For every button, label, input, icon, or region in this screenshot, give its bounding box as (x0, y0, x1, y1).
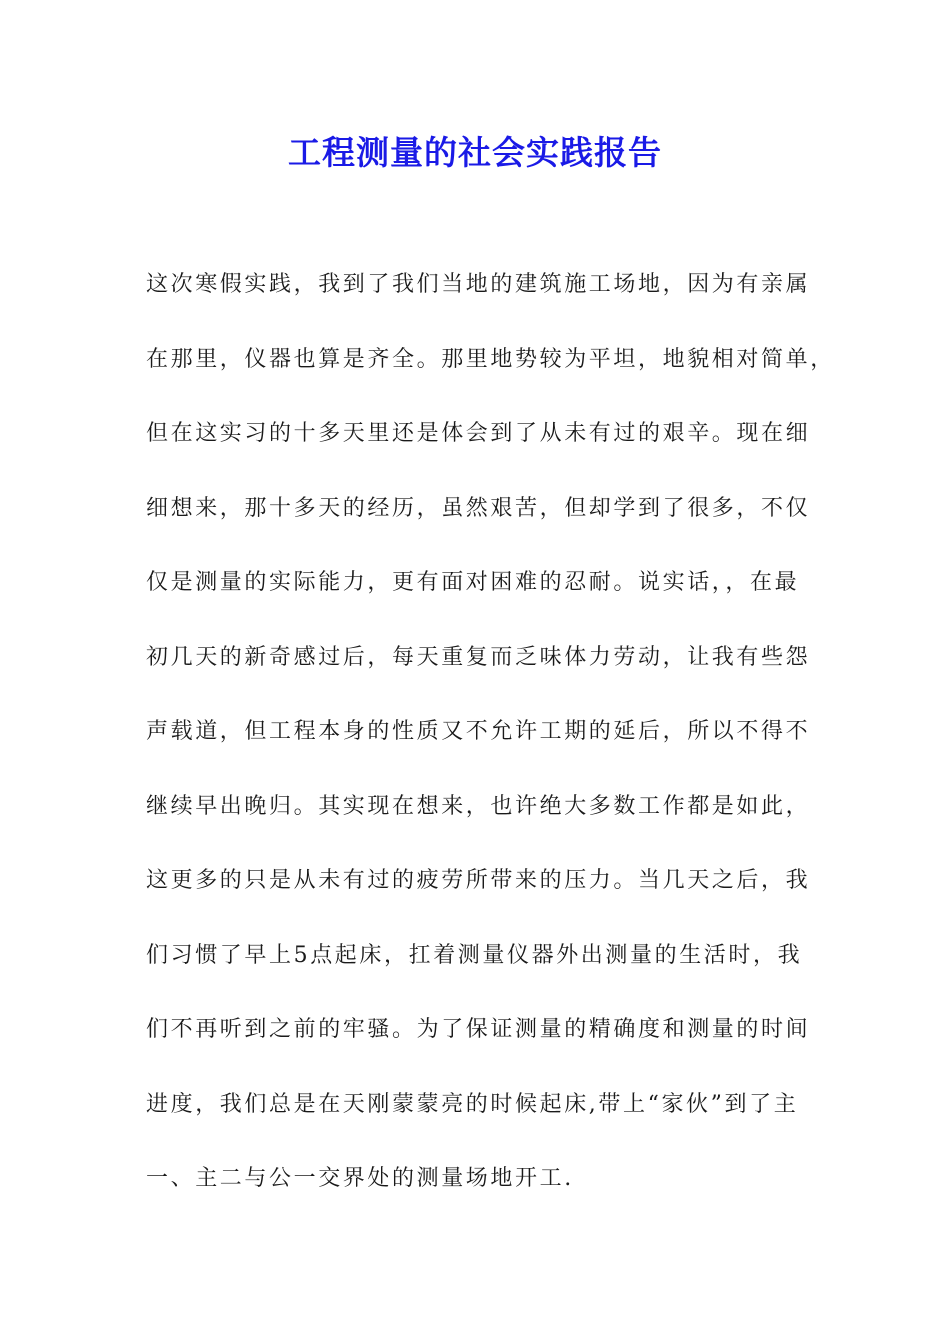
text-line: 继续早出晚归。其实现在想来，也许绝大多数工作都是如此， (146, 793, 811, 819)
page-title: 工程测量的社会实践报告 (288, 133, 662, 172)
text-line: 在那里，仪器也算是齐全。那里地势较为平坦，地貌相对简单， (146, 346, 835, 372)
text-line: 但在这实习的十多天里还是体会到了从未有过的艰辛。现在细 (146, 421, 811, 446)
text-line: 们不再听到之前的牢骚。为了保证测量的精确度和测量的时间 (146, 1017, 811, 1042)
text-line: 一、主二与公一交界处的测量场地开工. (146, 1166, 574, 1191)
body-paragraph (146, 262, 835, 1231)
text-line: 声载道，但工程本身的性质又不允许工期的延后，所以不得不 (146, 719, 811, 744)
text-line: 进度，我们总是在天刚蒙蒙亮的时候起床,带上“家伙”到了主 (146, 1091, 799, 1117)
text-line: 这次寒假实践，我到了我们当地的建筑施工场地，因为有亲属 (146, 272, 811, 297)
text-line: 仅是测量的实际能力，更有面对困难的忍耐。说实话，，在最 (146, 570, 800, 595)
text-line: 这更多的只是从未有过的疲劳所带来的压力。当几天之后，我 (146, 868, 811, 893)
text-line: 细想来，那十多天的经历，虽然艰苦，但却学到了很多，不仅 (146, 495, 811, 521)
text-line: 们习惯了早上5点起床，扛着测量仪器外出测量的生活时，我 (146, 942, 803, 968)
text-line: 初几天的新奇感过后，每天重复而乏味体力劳动，让我有些怨 (146, 644, 811, 670)
